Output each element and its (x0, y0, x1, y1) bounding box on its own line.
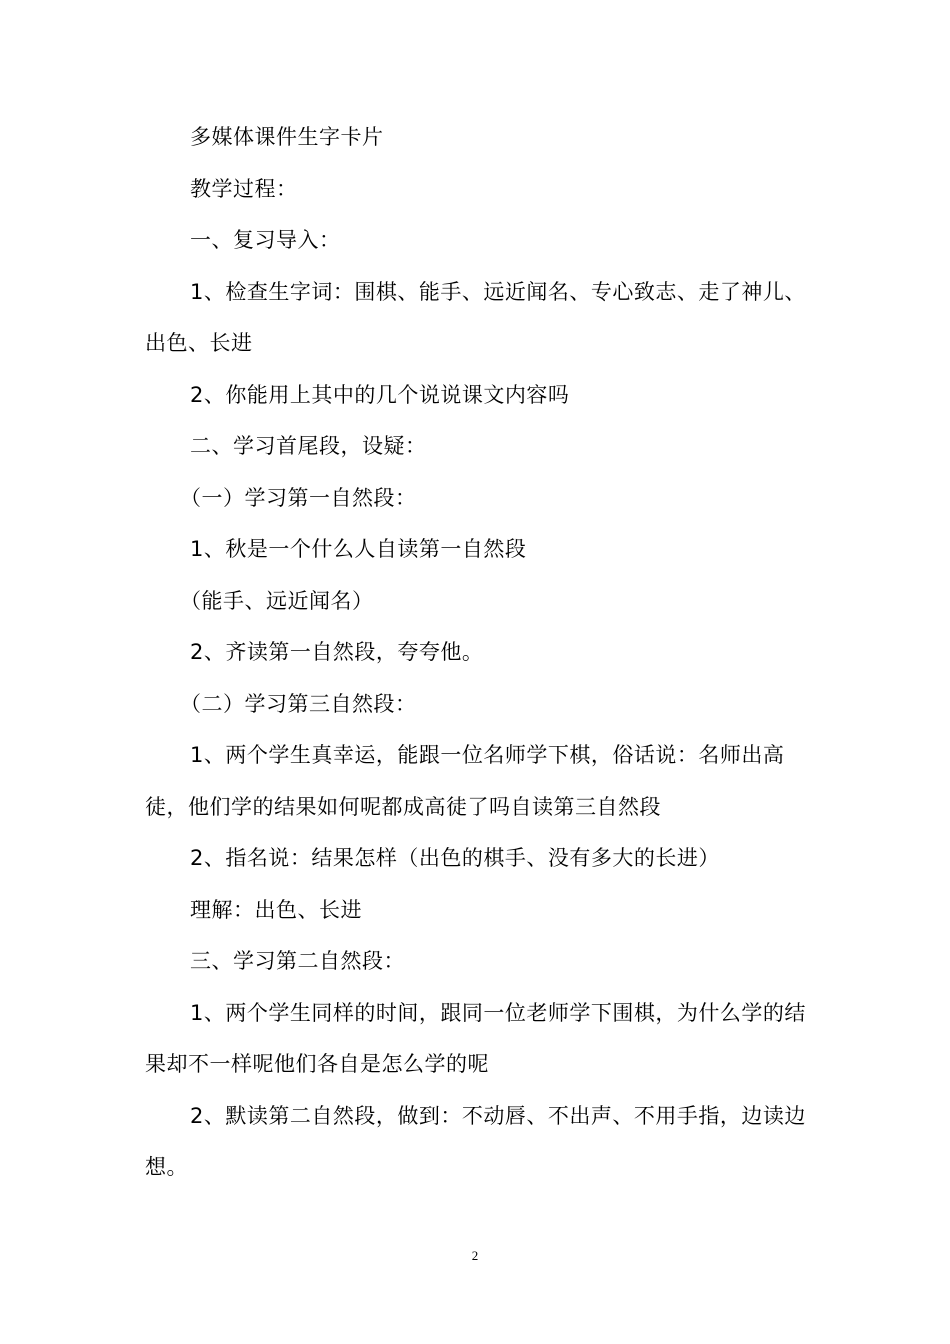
paragraph-sub-1-heading: （一）学习第一自然段： (180, 485, 417, 510)
paragraph-section-2-heading: 二、学习首尾段，设疑： (190, 434, 427, 458)
paragraph-sub-2-heading: （二）学习第三自然段： (180, 691, 417, 716)
paragraph-retell: 2、你能用上其中的几个说说课文内容吗 (190, 382, 570, 407)
document-body (145, 112, 810, 1194)
paragraph-qiu-question: 1、秋是一个什么人自读第一自然段 (190, 537, 527, 561)
paragraph-section-3-heading: 三、学习第二自然段： (190, 949, 405, 973)
page-number: 2 (471, 1248, 479, 1263)
paragraph-same-time: 1、两个学生同样的时间，跟同一位老师学下围棋，为什么学的结果却不一样呢他们各自是怎么学的呢 (145, 1000, 806, 1076)
paragraph-students-lucky: 1、两个学生真幸运，能跟一位名师学下棋，俗话说：名师出高徒，他们学的结果如何呢都成高徒了吗自读第三自然段 (145, 743, 785, 819)
paragraph-result: 2、指名说：结果怎样（出色的棋手、没有多大的长进） (190, 846, 720, 870)
paragraph-silent-read: 2、默读第二自然段，做到：不动唇、不出声、不用手指，边读边想。 (145, 1103, 806, 1179)
paragraph-materials: 多媒体课件生字卡片 (190, 125, 384, 149)
paragraph-section-1-heading: 一、复习导入： (190, 228, 341, 252)
paragraph-process-heading: 教学过程： (190, 176, 298, 201)
paragraph-check-words: 1、检查生字词：围棋、能手、远近闻名、专心致志、走了神儿、出色、长进 (145, 279, 806, 355)
paragraph-qiu-answer: （能手、远近闻名） (180, 588, 374, 613)
paragraph-read-aloud: 2、齐读第一自然段，夸夸他。 (190, 640, 484, 664)
paragraph-understand: 理解：出色、长进 (190, 897, 362, 922)
